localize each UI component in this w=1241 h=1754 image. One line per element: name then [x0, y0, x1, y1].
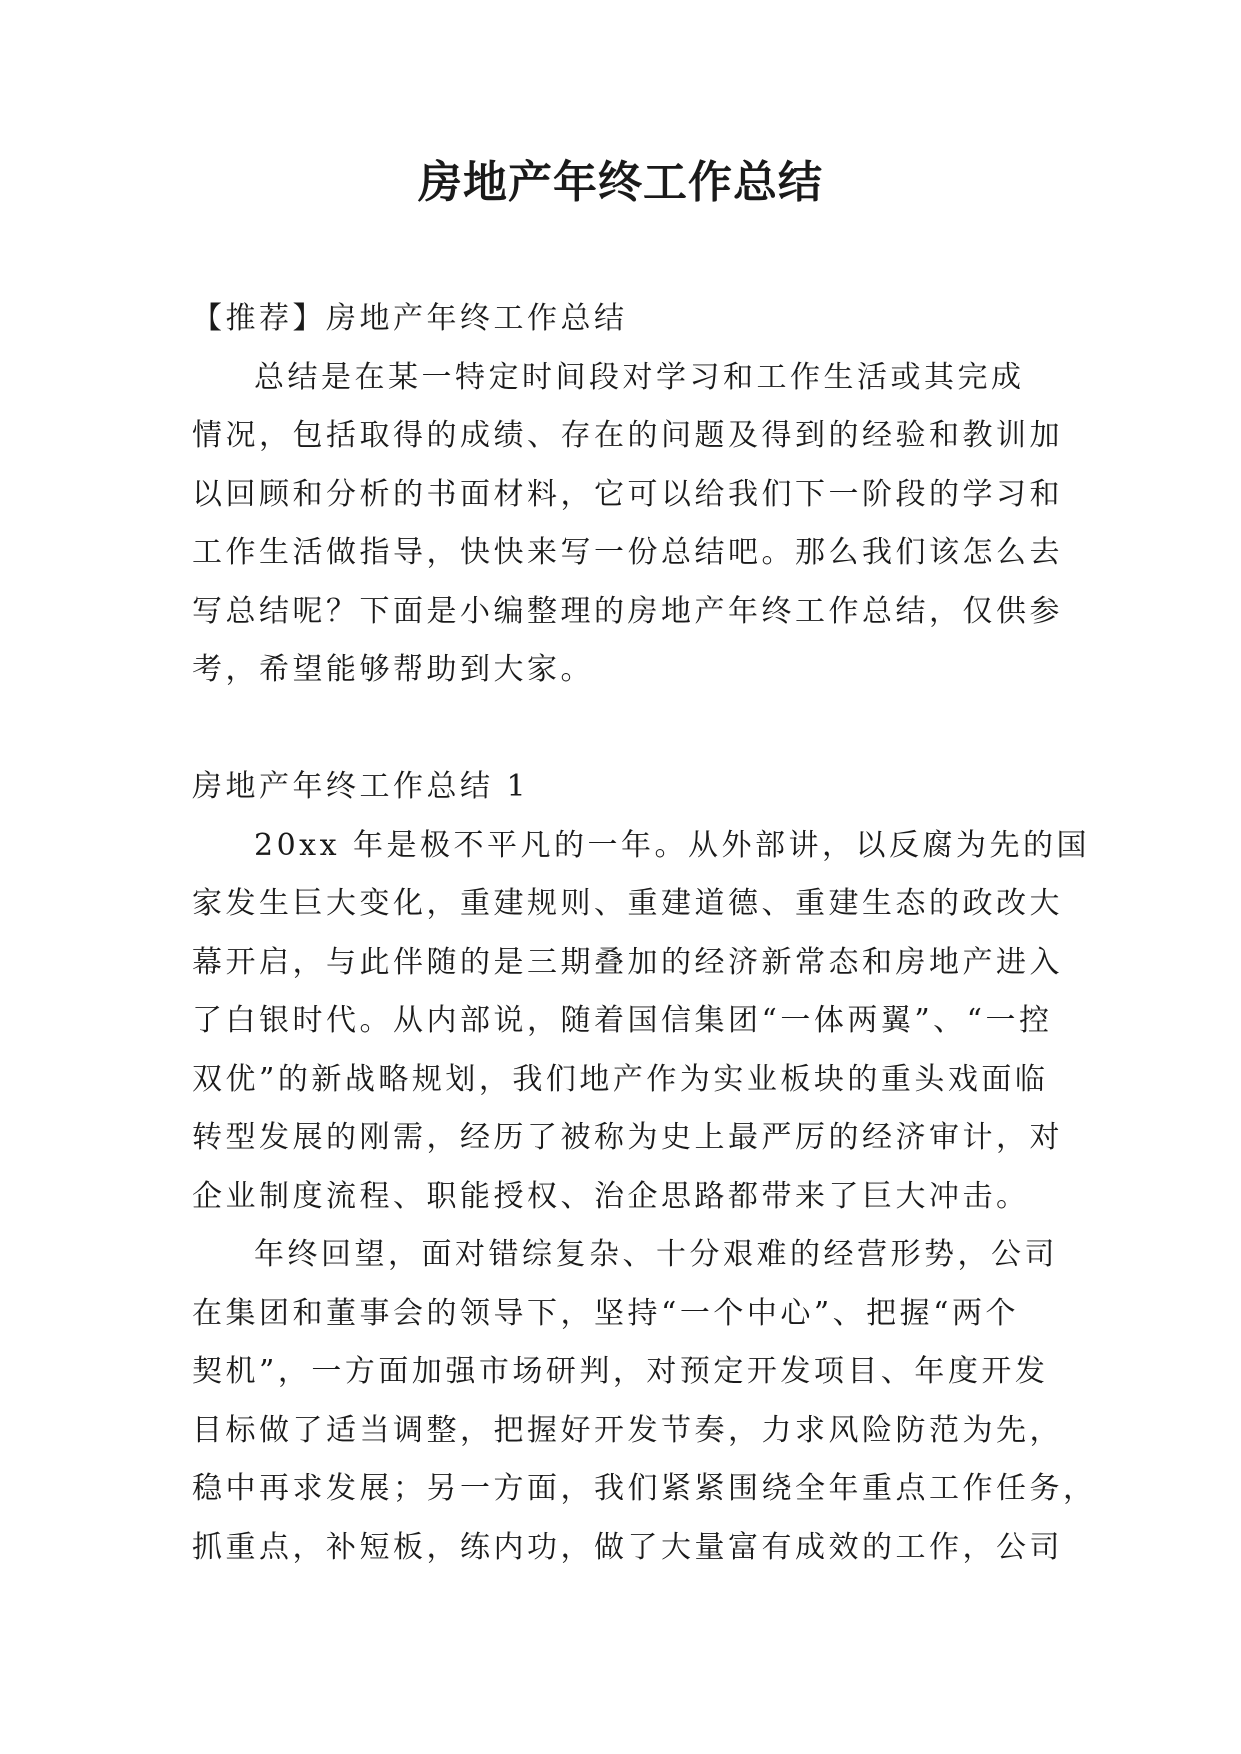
intro-line: 总结是在某一特定时间段对学习和工作生活或其完成	[254, 359, 1025, 395]
intro-line: 考，希望能够帮助到大家。	[192, 652, 594, 687]
paragraph-line: 幕开启，与此伴随的是三期叠加的经济新常态和房地产进入	[192, 944, 1063, 980]
paragraph-line: 了白银时代。从内部说，随着国信集团“一体两翼”、“一控	[192, 1003, 1053, 1038]
paragraph-line: 抓重点，补短板，练内功，做了大量富有成效的工作，公司	[192, 1529, 1063, 1565]
paragraph-line: 目标做了适当调整，把握好开发节奏，力求风险防范为先，	[192, 1412, 1063, 1448]
paragraph-line: 双优”的新战略规划，我们地产作为实业板块的重头戏面临	[192, 1061, 1049, 1097]
paragraph-line: 20xx 年是极不平凡的一年。从外部讲，以反腐为先的国	[254, 827, 1091, 863]
paragraph-line: 转型发展的刚需，经历了被称为史上最严厉的经济审计，对	[192, 1120, 1063, 1155]
intro-line: 工作生活做指导，快快来写一份总结吧。那么我们该怎么去	[192, 535, 1063, 570]
document-title: 房地产年终工作总结	[418, 157, 823, 208]
intro-line: 写总结呢？下面是小编整理的房地产年终工作总结，仅供参	[192, 593, 1063, 629]
intro-line: 以回顾和分析的书面材料，它可以给我们下一阶段的学习和	[192, 476, 1063, 512]
intro-heading: 【推荐】房地产年终工作总结	[192, 301, 628, 336]
blank-line	[192, 700, 1052, 759]
paragraph-line: 企业制度流程、职能授权、治企思路都带来了巨大冲击。	[192, 1178, 1030, 1214]
paragraph-line: 契机”，一方面加强市场研判，对预定开发项目、年度开发	[192, 1354, 1049, 1389]
paragraph-line: 稳中再求发展；另一方面，我们紧紧围绕全年重点工作任务，	[192, 1471, 1097, 1506]
paragraph-line: 年终回望，面对错综复杂、十分艰难的经营形势，公司	[254, 1237, 1058, 1272]
paragraph-line: 家发生巨大变化，重建规则、重建道德、重建生态的政改大	[192, 886, 1063, 921]
intro-line: 情况，包括取得的成绩、存在的问题及得到的经验和教训加	[192, 418, 1063, 453]
section-heading: 房地产年终工作总结 1	[192, 769, 530, 804]
paragraph-line: 在集团和董事会的领导下，坚持“一个中心”、把握“两个	[192, 1295, 1020, 1331]
document-body	[192, 290, 1097, 1577]
